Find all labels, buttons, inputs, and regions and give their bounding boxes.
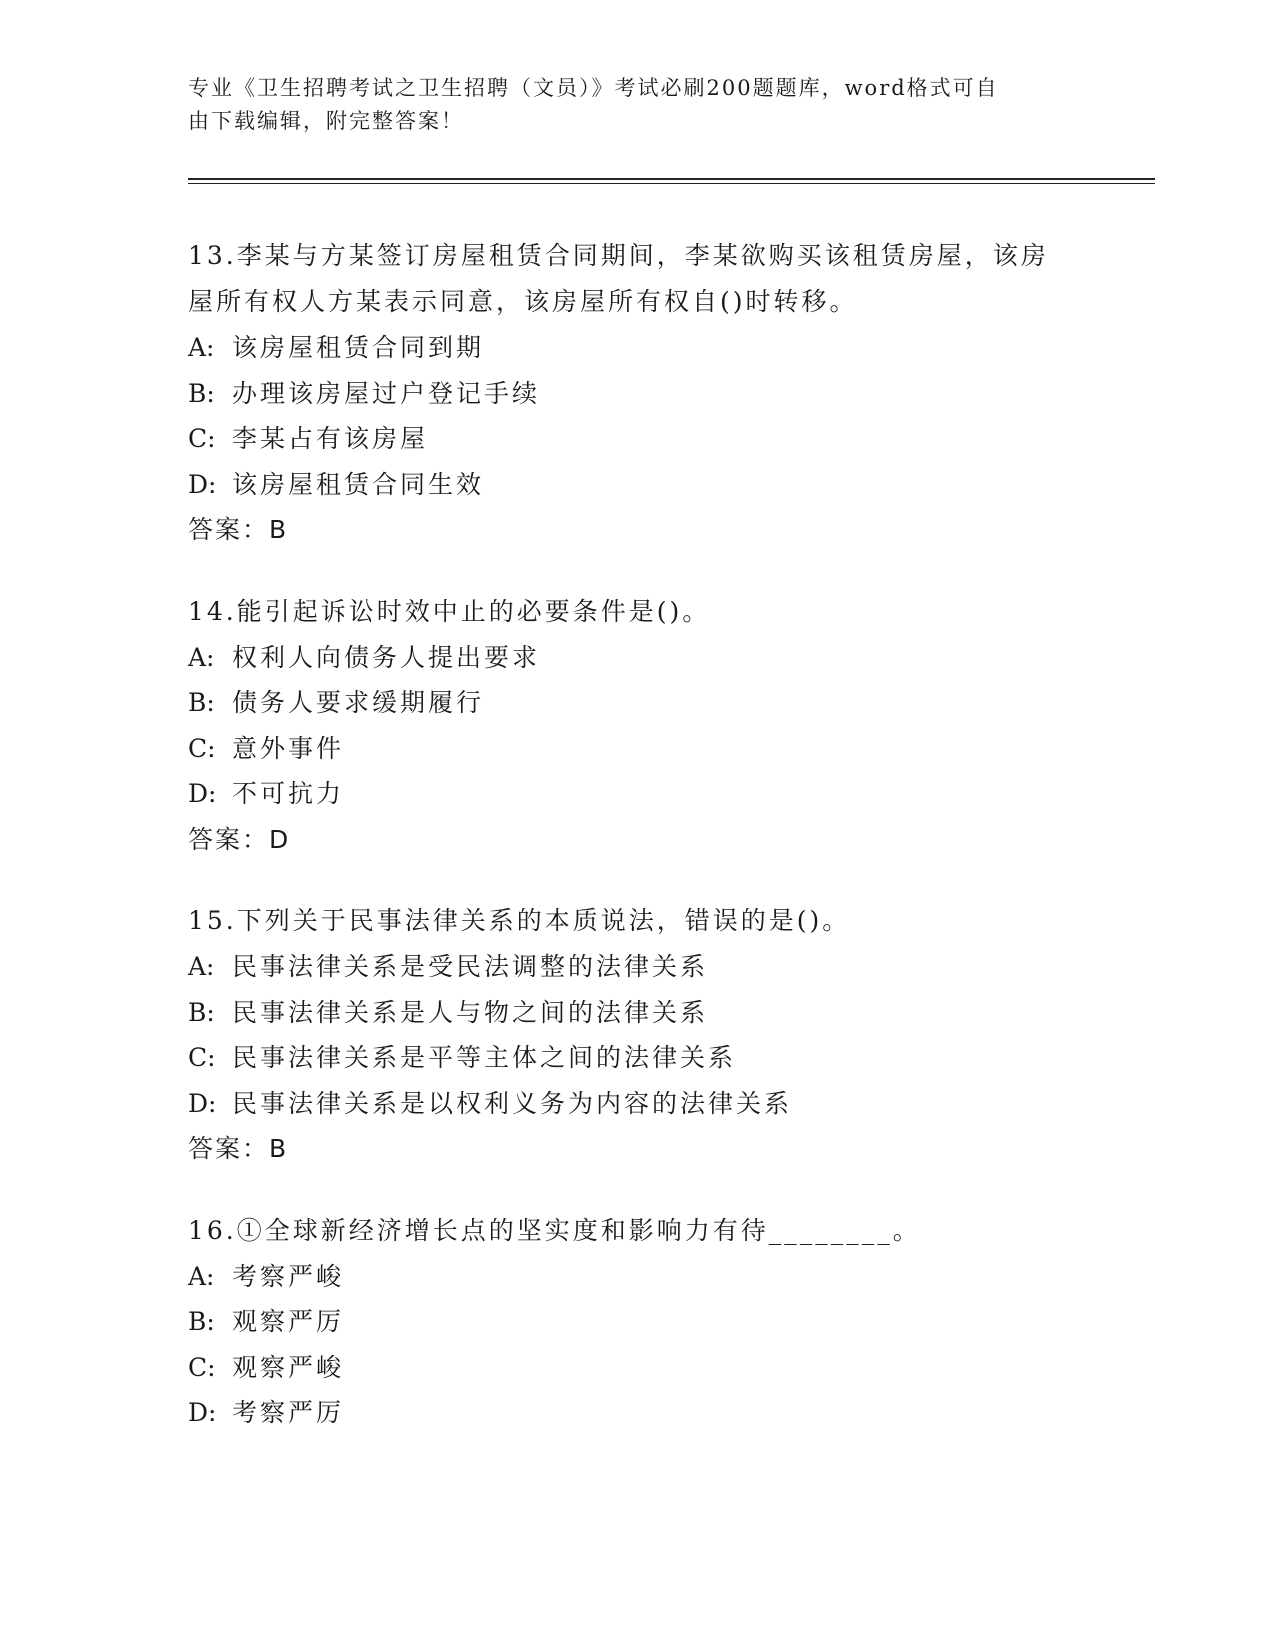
option-label: C:: [188, 1043, 216, 1072]
option-d: [188, 462, 1088, 508]
question-16: [188, 1208, 1088, 1436]
option-b: [188, 680, 1088, 726]
option-label: D:: [188, 469, 217, 499]
option-a: [188, 944, 1088, 990]
option-label: A:: [188, 1261, 215, 1291]
option-label: A:: [188, 642, 215, 672]
option-text: 民事法律关系是人与物之间的法律关系: [232, 997, 709, 1027]
document-header: [188, 72, 1068, 138]
option-label: A:: [188, 952, 215, 981]
option-text: 权利人向债务人提出要求: [232, 642, 541, 672]
option-a: [188, 635, 1088, 681]
option-text: 该房屋租赁合同到期: [232, 333, 485, 362]
answer: 答案：B: [188, 1134, 289, 1163]
header-line-2: 由下载编辑，附完整答案！: [188, 109, 464, 133]
option-text: 考察严峻: [232, 1261, 345, 1291]
answer: 答案：D: [188, 824, 291, 854]
option-label: D:: [188, 779, 217, 808]
option-label: B:: [188, 997, 215, 1027]
option-text: 不可抗力: [232, 779, 345, 808]
option-label: B:: [188, 1307, 215, 1336]
option-b: [188, 990, 1088, 1036]
option-b: [188, 1299, 1088, 1345]
question-stem-continued: 屋所有权人方某表示同意，该房屋所有权自()时转移。: [188, 287, 858, 316]
option-c: [188, 1035, 1088, 1081]
option-text: 民事法律关系是受民法调整的法律关系: [232, 952, 709, 981]
option-text: 民事法律关系是平等主体之间的法律关系: [232, 1043, 737, 1072]
option-a: [188, 325, 1088, 371]
question-list: [188, 233, 1088, 1472]
question-stem: 13.李某与方某签订房屋租赁合同期间，李某欲购买该租赁房屋，该房: [188, 241, 1049, 270]
option-c: [188, 726, 1088, 772]
option-c: [188, 1345, 1088, 1391]
option-c: [188, 416, 1088, 462]
option-d: [188, 1081, 1088, 1127]
option-text: 债务人要求缓期履行: [232, 688, 485, 717]
question-13: [188, 233, 1088, 553]
option-label: C:: [188, 1352, 216, 1382]
option-label: B:: [188, 378, 215, 408]
question-stem: 16.①全球新经济增长点的坚实度和影响力有待________。: [188, 1215, 921, 1245]
header-divider: [188, 178, 1155, 180]
option-text: 办理该房屋过户登记手续: [232, 378, 541, 408]
option-text: 李某占有该房屋: [232, 424, 429, 453]
option-a: [188, 1254, 1088, 1300]
option-label: D:: [188, 1398, 217, 1427]
option-label: C:: [188, 424, 216, 453]
option-text: 民事法律关系是以权利义务为内容的法律关系: [232, 1088, 793, 1118]
option-b: [188, 371, 1088, 417]
option-text: 观察严厉: [232, 1307, 345, 1336]
option-label: D:: [188, 1088, 217, 1118]
answer: 答案：B: [188, 515, 289, 544]
option-label: A:: [188, 333, 215, 362]
option-text: 该房屋租赁合同生效: [232, 469, 485, 499]
question-14: [188, 589, 1088, 863]
header-divider-thin: [188, 183, 1155, 184]
question-stem: 15.下列关于民事法律关系的本质说法，错误的是()。: [188, 906, 851, 935]
question-stem: 14.能引起诉讼时效中止的必要条件是()。: [188, 596, 711, 626]
option-label: B:: [188, 688, 215, 717]
option-text: 考察严厉: [232, 1398, 345, 1427]
option-d: [188, 1390, 1088, 1436]
option-label: C:: [188, 733, 216, 763]
question-15: [188, 898, 1088, 1172]
option-text: 观察严峻: [232, 1352, 345, 1382]
option-d: [188, 771, 1088, 817]
option-text: 意外事件: [232, 733, 345, 763]
header-line-1: 专业《卫生招聘考试之卫生招聘（文员）》考试必刷200题题库，word格式可自: [188, 76, 999, 100]
